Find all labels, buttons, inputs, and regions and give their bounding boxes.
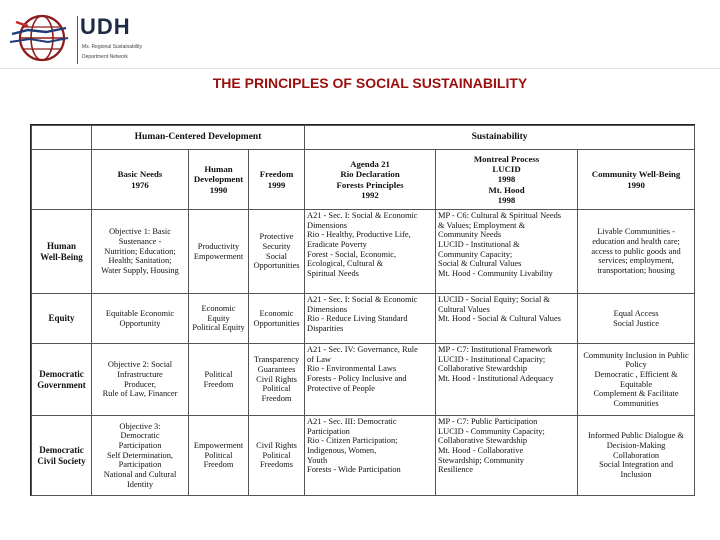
table-cell	[436, 416, 578, 496]
cell-line: Dimensions	[307, 220, 348, 230]
table-cell	[189, 344, 249, 416]
cell-line: Basic Needs	[117, 169, 163, 180]
cell-line: Mt. Hood - Social & Cultural Values	[438, 314, 561, 324]
cell-line: Objective 3:	[119, 421, 161, 431]
cell-line: Opportunity	[119, 318, 161, 328]
cell-line: Collaborative Stewardship	[438, 364, 528, 374]
cell-line: A21 - Sec. III: Democratic	[307, 417, 397, 426]
cell-line: Indigenous, Women,	[307, 445, 377, 455]
cell-line: transportation; housing	[597, 265, 675, 275]
cell-line: Empowerment	[193, 251, 244, 261]
cell-line: Producer,	[124, 379, 156, 389]
cell-line: 1998	[497, 194, 516, 205]
globe-icon	[10, 16, 68, 60]
cell-line: Dimensions	[307, 304, 348, 314]
cell-line: Rio - Healthy, Productive Life,	[307, 230, 411, 240]
logo-subtitle-line-1: Ms. Regional Sustainability	[82, 44, 143, 50]
cell-line: MP - C7: Public Participation	[438, 417, 538, 426]
cell-line: National and Cultural	[103, 469, 177, 479]
cell-line: 1990	[627, 179, 645, 190]
table-cell	[436, 344, 578, 416]
table-row	[32, 344, 695, 416]
cell-line: Economic	[259, 308, 294, 318]
row-label	[32, 210, 92, 294]
cell-line: A21 - Sec. IV: Governance, Rule	[307, 345, 418, 354]
cell-line: Freedom	[203, 460, 234, 470]
cell-line: Equity	[48, 313, 75, 324]
cell-line: Civil Rights	[256, 374, 297, 384]
cell-line: LUCID - Institutional &	[438, 239, 520, 249]
cell-line: Social & Cultural Values	[438, 259, 522, 269]
principle-header-cell	[189, 150, 249, 210]
table-cell	[578, 344, 695, 416]
cell-line: Communities	[613, 398, 659, 408]
cell-line: Objective 1: Basic	[109, 227, 171, 237]
cell-line: Collaboration	[613, 450, 660, 460]
table-cell	[249, 344, 305, 416]
cell-line: Human	[46, 241, 76, 252]
cell-line: Human	[204, 164, 233, 175]
header-divider	[0, 68, 720, 69]
cell-line: Empowerment	[193, 441, 244, 451]
cell-line: Policy	[625, 360, 647, 370]
logo-divider	[77, 16, 78, 64]
logo-wordmark: UDH	[80, 14, 131, 39]
cell-line: Spiritual Needs	[307, 268, 359, 278]
cell-line: Collaborative Stewardship	[438, 436, 528, 446]
cell-line: Civil Society	[37, 455, 86, 466]
table-cell	[436, 294, 578, 344]
cell-line: 1998	[497, 174, 516, 185]
cell-line: A21 - Sec. I: Social & Economic	[307, 295, 418, 304]
cell-line: Eradicate Poverty	[307, 239, 367, 249]
cell-line: Freedom	[261, 393, 292, 403]
cell-line: Equitable Economic	[105, 308, 175, 318]
cell-line: Rule of Law, Financer	[102, 389, 178, 399]
cell-line: Political	[262, 450, 291, 460]
cell-line: Political	[204, 450, 233, 460]
row-label	[32, 344, 92, 416]
table-cell	[578, 294, 695, 344]
cell-line: LUCID - Community Capacity;	[438, 426, 545, 436]
cell-line: Protective	[259, 232, 294, 242]
table-row	[32, 416, 695, 496]
cell-line: LUCID - Institutional Capacity;	[438, 354, 546, 364]
cell-line: Participation	[118, 460, 162, 470]
cell-line: Objective 2: Social	[107, 360, 173, 370]
cell-line: Disparities	[307, 323, 344, 333]
cell-line: Informed Public Dialogue &	[588, 431, 685, 441]
cell-line: Inclusion	[620, 469, 652, 479]
corner-cell	[32, 126, 92, 150]
table-cell	[92, 344, 189, 416]
cell-line: Rio - Reduce Living Standard	[307, 314, 408, 324]
table-cell	[249, 416, 305, 496]
table-cell	[249, 294, 305, 344]
cell-line: Water Supply, Housing	[101, 265, 179, 275]
cell-line: education and health care;	[592, 237, 680, 247]
cell-line: Equitable	[620, 379, 653, 389]
table-cell	[189, 416, 249, 496]
cell-line: Community Capacity;	[438, 249, 513, 259]
cell-line: access to public goods and	[591, 246, 681, 256]
cell-line: 1990	[209, 184, 228, 195]
cell-line: Nutrition; Education;	[104, 246, 176, 256]
cell-line: Protective of People	[307, 383, 375, 393]
cell-line: Rio - Environmental Laws	[307, 364, 397, 374]
cell-line: Rio Declaration	[340, 169, 400, 180]
cell-line: Security	[262, 241, 291, 251]
cell-line: Equity	[207, 313, 230, 323]
cell-line: Forests - Policy Inclusive and	[307, 373, 407, 383]
table-cell	[305, 210, 436, 294]
cell-line: LUCID	[492, 164, 521, 175]
cell-line: Ecological, Cultural &	[307, 259, 384, 269]
cell-line: Freedom	[203, 379, 234, 389]
cell-line: 1999	[267, 179, 286, 190]
cell-line: Political	[262, 384, 291, 394]
table-cell	[578, 210, 695, 294]
cell-line: MP - C7: Institutional Framework	[438, 345, 553, 354]
cell-line: Infrastructure	[117, 369, 163, 379]
cell-line: Social	[266, 251, 287, 261]
principle-header-cell	[578, 150, 695, 210]
cell-line: Development	[193, 174, 244, 185]
cell-line: Agenda 21	[350, 159, 390, 170]
cell-line: Community Needs	[438, 230, 502, 240]
logo-subtitle-line-2: Department Network	[82, 54, 128, 60]
cell-line: of Law	[307, 354, 331, 364]
cell-line: Decision-Making	[606, 441, 666, 451]
cell-line: Participation	[118, 441, 162, 451]
cell-line: Transparency	[253, 355, 300, 365]
cell-line: Democratic	[120, 431, 160, 441]
cell-line: Livable Communities -	[597, 227, 675, 237]
principle-header-cell	[249, 150, 305, 210]
cell-line: Stewardship; Community	[438, 455, 524, 465]
principle-header-row	[32, 150, 695, 210]
table-cell	[189, 210, 249, 294]
principle-header-cell	[92, 150, 189, 210]
principle-header-cell	[305, 150, 436, 210]
table-cell	[305, 294, 436, 344]
cell-line: & Values; Employment &	[438, 220, 526, 230]
cell-line: Opportunities	[253, 261, 300, 271]
cell-line: Equal Access	[613, 308, 659, 318]
table-row	[32, 294, 695, 344]
cell-line: Freedom	[259, 169, 294, 180]
cell-line: Mt. Hood - Institutional Adequacy	[438, 373, 554, 383]
table-cell	[92, 416, 189, 496]
group-header-sustainability: Sustainability	[305, 126, 695, 150]
cell-line: Rio - Citizen Participation;	[307, 436, 398, 446]
cell-line: Youth	[307, 455, 328, 465]
cell-line: Opportunities	[253, 318, 300, 328]
cell-line: Cultural Values	[438, 304, 490, 314]
cell-line: services; employment,	[598, 256, 674, 266]
table-cell	[92, 210, 189, 294]
cell-line: Government	[37, 379, 86, 390]
cell-line: Civil Rights	[256, 441, 297, 451]
table-row	[32, 210, 695, 294]
cell-line: Economic	[201, 304, 236, 314]
group-header-row	[32, 126, 695, 150]
cell-line: Mt. Hood - Collaborative	[438, 445, 524, 455]
principles-table	[30, 124, 695, 496]
cell-line: Mt. Hood	[488, 184, 525, 195]
cell-line: Montreal Process	[473, 154, 540, 165]
cell-line: Mt. Hood - Community Livability	[438, 268, 553, 278]
cell-line: Social Justice	[613, 318, 659, 328]
cell-line: 1992	[361, 189, 379, 200]
row-label	[32, 294, 92, 344]
cell-line: Community Well-Being	[591, 169, 681, 180]
cell-line: Productivity	[197, 241, 240, 251]
cell-line: 1976	[131, 179, 149, 190]
table-cell	[436, 210, 578, 294]
cell-line: Political Equity	[192, 323, 245, 333]
cell-line: Democratic	[39, 445, 84, 456]
principle-header-spacer	[32, 150, 92, 210]
cell-line: Social Integration and	[599, 460, 674, 470]
page-title: THE PRINCIPLES OF SOCIAL SUSTAINABILITY	[212, 75, 528, 91]
cell-line: Forest - Social, Economic,	[307, 249, 397, 259]
cell-line: Self Determination,	[106, 450, 174, 460]
cell-line: A21 - Sec. I: Social & Economic	[307, 211, 418, 220]
cell-line: Freedoms	[260, 460, 294, 470]
cell-line: Participation	[307, 426, 350, 436]
cell-line: LUCID - Social Equity; Social &	[438, 295, 550, 304]
principle-header-cell	[436, 150, 578, 210]
cell-line: Health; Sanitation;	[108, 256, 172, 266]
cell-line: Forests Principles	[336, 179, 404, 190]
cell-line: Community Inclusion in Public	[583, 350, 689, 360]
table-cell	[305, 344, 436, 416]
table-cell	[305, 416, 436, 496]
table-cell	[578, 416, 695, 496]
table-cell	[189, 294, 249, 344]
table-cell	[92, 294, 189, 344]
cell-line: Identity	[126, 479, 154, 489]
cell-line: Well-Being	[40, 251, 83, 262]
cell-line: Guarantees	[257, 365, 296, 375]
table-cell	[249, 210, 305, 294]
row-label	[32, 416, 92, 496]
group-header-human-centered: Human-Centered Development	[92, 126, 305, 150]
cell-line: MP - C6: Cultural & Spiritual Needs	[438, 211, 562, 220]
cell-line: Political	[204, 369, 233, 379]
cell-line: Complement & Facilitate	[593, 389, 679, 399]
cell-line: Forests - Wide Participation	[307, 465, 401, 475]
cell-line: Resilience	[438, 465, 473, 475]
cell-line: Democratic	[39, 369, 84, 380]
cell-line: Sustenance -	[118, 237, 162, 247]
cell-line: Democratic , Efficient &	[594, 369, 678, 379]
